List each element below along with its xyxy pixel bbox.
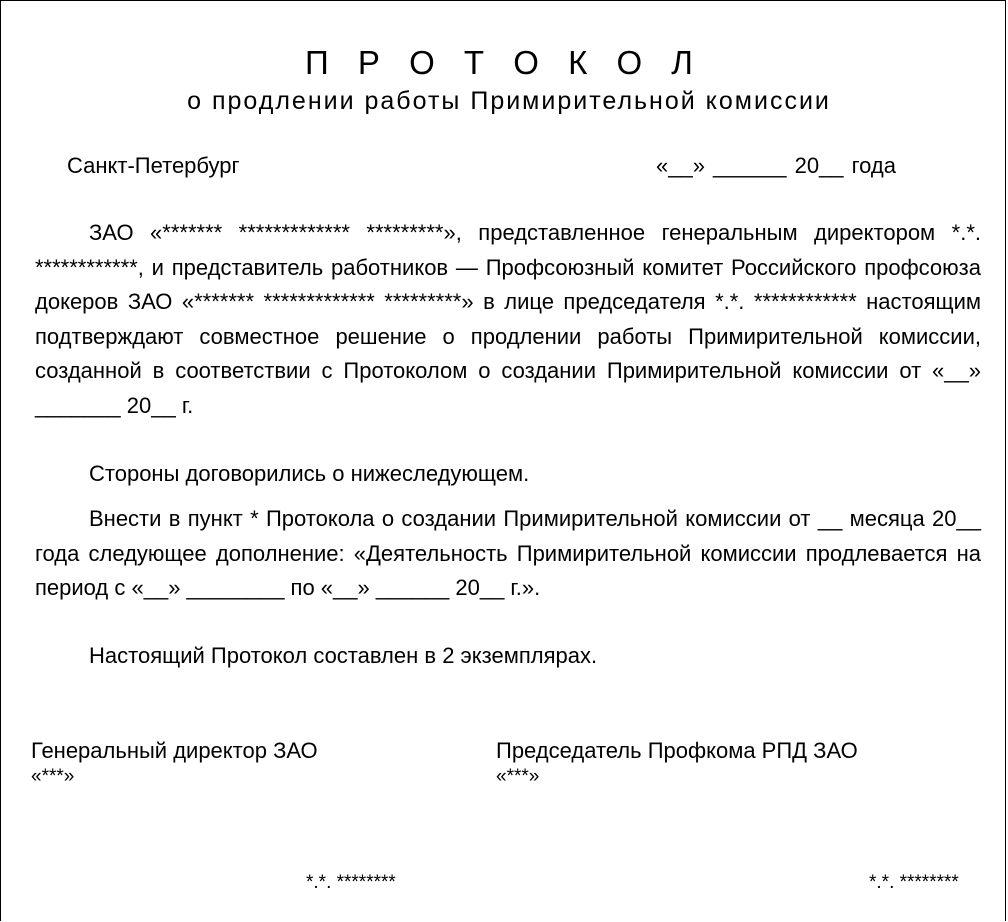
paragraph-parties: ЗАО «******* ************* *********», представленное генеральным директором *.*. ************, и представитель работников — Профсоюзный комитет Российского профсоюза докеров ЗАО «******* ************* *********» в лице председателя *.*. ************ настоящим подтверждают совместное решение о продлении работы Примирительной комиссии, созданной в соответствии с Протоколом о создании Примирительной комиссии от «__» _______ 20__ г. bbox=[35, 220, 981, 418]
signature-name-chairman: *.*. ******** bbox=[869, 872, 959, 893]
signature-company: «***» bbox=[31, 766, 75, 787]
document-title: П Р О Т О К О Л bbox=[305, 44, 703, 81]
document-date: «__» ______ 20__ года bbox=[656, 153, 896, 178]
signature-block-director bbox=[31, 737, 318, 789]
signature-position: Председатель Профкома РПД ЗАО bbox=[496, 738, 858, 763]
document-subtitle: о продлении работы Примирительной комиссии bbox=[187, 87, 831, 115]
signature-block-chairman bbox=[496, 737, 858, 789]
signature-position: Генеральный директор ЗАО bbox=[31, 738, 318, 763]
paragraph-agreement: Стороны договорились о нижеследующем. bbox=[89, 461, 530, 486]
signature-name-director: *.*. ******** bbox=[306, 872, 396, 893]
signature-company: «***» bbox=[496, 766, 540, 787]
paragraph-copies: Настоящий Протокол составлен в 2 экземплярах. bbox=[89, 643, 598, 668]
city: Санкт-Петербург bbox=[67, 153, 240, 178]
paragraph-amendment: Внести в пункт * Протокола о создании Примирительной комиссии от __ месяца 20__ года следующее дополнение: «Деятельность Примирительной комиссии продлевается на период с «__» ________ по «__» ______ 20__ г.». bbox=[35, 506, 981, 600]
